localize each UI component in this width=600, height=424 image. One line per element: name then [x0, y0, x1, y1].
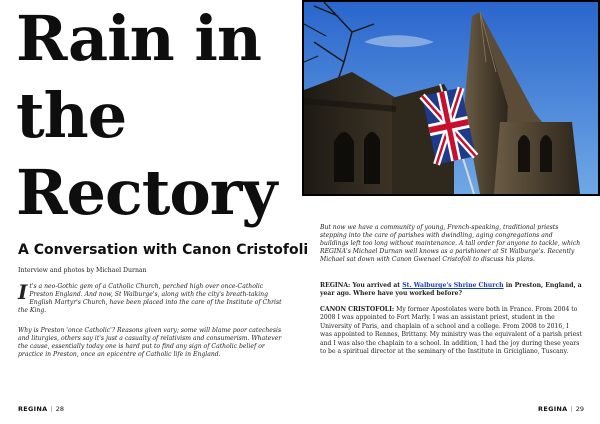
shrine-church-link[interactable]: St. Walburge's Shrine Church	[402, 282, 504, 289]
question-text-start: You arrived at	[352, 282, 401, 289]
drop-cap: I	[18, 280, 28, 304]
church-photo	[302, 0, 600, 196]
right-intro-paragraph: But now we have a community of young, French-speaking, traditional priests stepping into the care of parishes with dwindling, aging congregations and buildings left too long without maintenance. A tall order for anyone to tackle, which REGINA's Michael Durnan well knows as a parishioner at St Walburge's. Recently Michael sat down with Canon Gwenael Cristofoli to discuss his plans.	[320, 224, 581, 264]
intro-text: t's a neo-Gothic gem of a Catholic Church, perched high over once-Catholic Preston England. And now, St Walburge's, along with the city's breath-taking English Martyr's Church, have been placed into the care of the Institute of Christ the King.	[18, 283, 282, 315]
folio-left: REGINA | 28	[18, 405, 64, 413]
interview-answer	[320, 306, 582, 356]
church-spire-flag-photo-icon	[304, 2, 598, 194]
byline: Interview and photos by Michael Durnan	[18, 267, 147, 274]
folio-right: REGINA | 29	[538, 405, 584, 413]
article-subtitle: A Conversation with Canon Cristofoli	[18, 242, 309, 258]
answer-speaker: CANON CRISTOFOLI:	[320, 306, 395, 313]
intro-paragraph	[18, 280, 284, 315]
page-number: 28	[55, 405, 64, 413]
right-page	[302, 0, 600, 424]
interview-question	[320, 282, 582, 299]
folio-magazine-name: REGINA	[18, 405, 48, 413]
intro-paragraph-2: Why is Preston 'once Catholic'? Reasons given vary; some will blame poor catechesis and liturgies, others say it's just a casualty of relativism and consumerism. Whatever the cause, essentially today one is hard put to find any sign of Catholic belief or practice in Preston, once an epicentre of Catholic life in England.	[18, 327, 282, 359]
page-number: 29	[575, 405, 584, 413]
answer-text: My former Apostolates were both in France. From 2004 to 2008 I was appointed to Fort Marly. I was an assistant priest, student in the University of Paris, and chaplain of a school and a college. From 2008 to 2016, I was appointed to Rennes, Brittany. My ministry was the equivalent of a parish priest and I was also the chaplain to a school. In addition, I had the joy during these years to be a spiritual director at the seminary of the Institute in Gricigliano, Tuscany.	[320, 306, 582, 356]
question-text-end: in Preston, England, a year ago. Where have you worked before?	[320, 282, 582, 298]
article-title: Rain in the Rectory	[16, 2, 277, 229]
folio-magazine-name: REGINA	[538, 405, 568, 413]
question-speaker: REGINA:	[320, 282, 351, 289]
